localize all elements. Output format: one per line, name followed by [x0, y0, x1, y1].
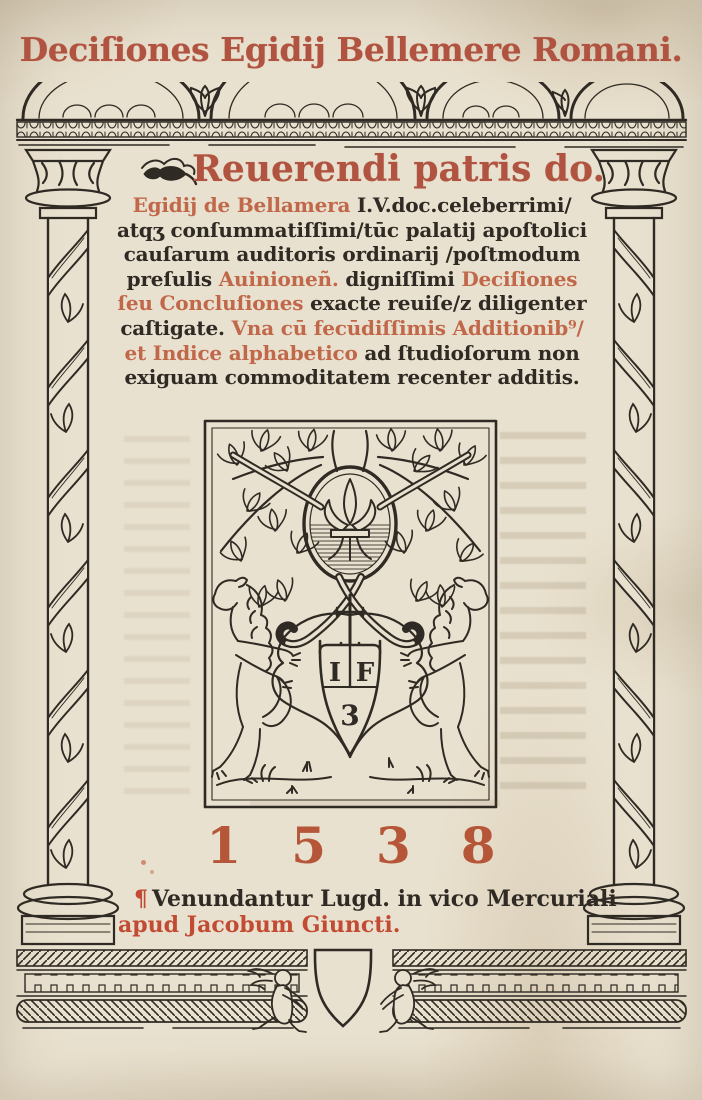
date-digit: 3	[376, 816, 411, 875]
text-segment: preſulis	[126, 266, 219, 291]
text-line	[112, 267, 592, 292]
monogram-letter-f: F	[355, 658, 375, 688]
text-segment: digniſſimi	[338, 266, 462, 291]
text-segment: exiguam commoditatem recenter additis.	[124, 365, 580, 390]
text-line	[112, 193, 592, 218]
lion-rampant-left-icon	[212, 578, 300, 783]
date-digit: 5	[291, 816, 326, 875]
monogram-letter-i: I	[328, 658, 342, 688]
text-line	[112, 291, 592, 316]
text-segment: Auinioneñ.	[218, 266, 339, 291]
text-segment: Deciſiones	[461, 266, 578, 291]
printer-shield	[320, 645, 380, 755]
text-segment: ad ſtudioſorum non	[364, 340, 580, 365]
fleur-de-lis-medallion	[304, 467, 396, 581]
text-segment: Egidij de Bellamera	[132, 193, 357, 217]
text-segment: exacte reuiſe/z diligenter	[310, 291, 587, 316]
date-digit: 1	[206, 816, 242, 875]
lion-rampant-right-icon	[401, 578, 489, 783]
blank-shield-icon	[315, 950, 371, 1026]
bleedthrough-texture	[124, 436, 190, 796]
text-line	[112, 341, 592, 366]
text-line	[112, 242, 592, 267]
bleedthrough-texture	[500, 432, 586, 806]
imprint	[118, 886, 617, 938]
ink-speck	[141, 860, 146, 865]
page-title: Deciſiones Egidij Bellemere Romani.	[19, 30, 683, 69]
text-line	[112, 365, 592, 390]
text-segment: Vna cū fecūdiſſimis Additionib⁹/	[231, 315, 584, 340]
bleedthrough-texture	[250, 800, 500, 816]
monogram-mark-3: 3	[340, 699, 360, 732]
date-digit: 8	[460, 816, 496, 875]
title-paragraph	[112, 193, 592, 390]
leaf-fleuron-icon	[138, 154, 200, 192]
text-segment: I.V.doc.celeberrimi/	[356, 193, 572, 217]
text-segment: atqʒ conſummatiſſimi/tūc palatij apoſtolici	[117, 217, 587, 242]
ink-speck	[150, 870, 154, 874]
frieze-right-block	[393, 950, 686, 1028]
pilcrow-mark: ¶	[134, 886, 148, 912]
year-date	[0, 816, 702, 875]
text-line	[112, 316, 592, 341]
imprint-line-1	[118, 886, 617, 912]
text-segment: cauſarum auditoris ordinarij /poſtmodum	[123, 242, 581, 267]
text-line	[112, 218, 592, 243]
imprint-text: Venundantur Lugd. in vico Mercuriali	[152, 886, 617, 912]
text-segment: ſeu Concluſiones	[117, 291, 311, 316]
text-segment: caſtigate.	[120, 315, 232, 340]
bottom-frieze-ornament	[15, 944, 688, 1041]
ground	[217, 758, 484, 793]
top-frieze-ornament	[15, 82, 688, 152]
heading-row	[120, 148, 605, 196]
imprint-line-2: apud Jacobum Giuncti.	[118, 912, 401, 938]
text-segment: et Indice alphabetico	[124, 340, 365, 365]
section-heading: Reuerendi patris do.	[192, 148, 605, 190]
printer-device-woodcut	[203, 419, 498, 809]
